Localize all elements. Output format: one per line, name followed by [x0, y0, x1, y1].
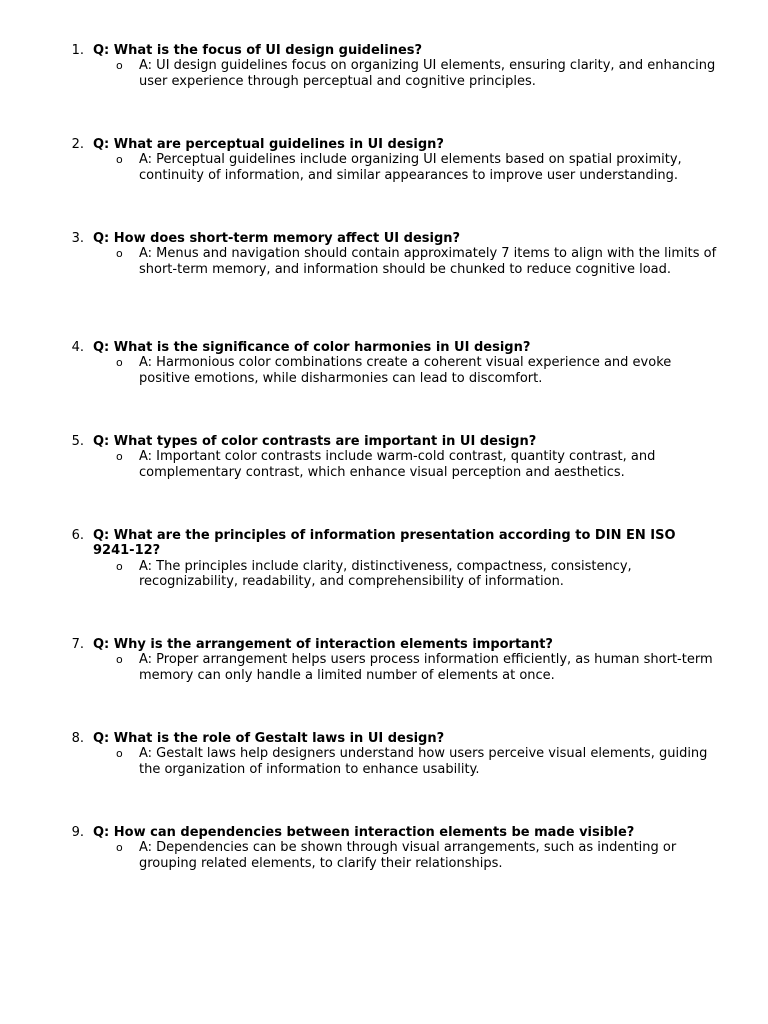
question-text: Q: How does short-term memory affect UI design?	[93, 231, 461, 246]
bullet-icon: o	[116, 59, 123, 73]
answer-text: A: Dependencies can be shown through visual arrangements, such as indenting or grouping related elements, to clarify their relationships.	[139, 840, 677, 871]
answer-row	[116, 355, 718, 386]
answer-row	[116, 58, 718, 89]
item-number: 8.	[71, 731, 84, 746]
bullet-icon: o	[116, 747, 123, 761]
answer-text: A: UI design guidelines focus on organizing UI elements, ensuring clarity, and enhancing user experience through perceptual and cognitive principles.	[139, 58, 716, 89]
answer-text: A: Proper arrangement helps users process information efficiently, as human short-term memory can only handle a limited number of elements at once.	[139, 652, 713, 683]
answer-text: A: Important color contrasts include warm-cold contrast, quantity contrast, and complementary contrast, which enhance visual perception and aesthetics.	[139, 449, 656, 480]
answer-text: A: Harmonious color combinations create a coherent visual experience and evoke positive emotions, while disharmonies can lead to discomfort.	[139, 355, 672, 386]
qa-item	[0, 43, 768, 89]
question-text: Q: Why is the arrangement of interaction elements important?	[93, 637, 553, 652]
answer-row	[116, 746, 718, 777]
item-number: 3.	[71, 231, 84, 246]
bullet-icon: o	[116, 559, 123, 573]
question-text: Q: What are the principles of information presentation according to DIN EN ISO 9241-12?	[93, 528, 676, 559]
item-number: 2.	[71, 137, 84, 152]
answer-row	[116, 558, 718, 590]
qa-item	[0, 825, 768, 871]
answer-row	[116, 246, 718, 277]
item-number: 5.	[71, 434, 84, 449]
answer-text: A: The principles include clarity, distinctiveness, compactness, consistency, recognizability, readability, and comprehensibility of information.	[139, 558, 632, 590]
question-text: Q: What types of color contrasts are important in UI design?	[93, 434, 537, 449]
answer-text: A: Perceptual guidelines include organizing UI elements based on spatial proximity, continuity of information, and similar appearances to improve user understanding.	[139, 152, 682, 183]
bullet-icon: o	[116, 841, 123, 855]
bullet-icon: o	[116, 247, 123, 261]
answer-row	[116, 152, 718, 183]
qa-item	[0, 137, 768, 183]
answer-row	[116, 652, 718, 683]
qa-item	[0, 731, 768, 777]
bullet-icon: o	[116, 653, 123, 667]
bullet-icon: o	[116, 153, 123, 167]
qa-item	[0, 340, 768, 386]
question-text: Q: What is the focus of UI design guidelines?	[93, 43, 423, 58]
item-number: 6.	[71, 528, 84, 543]
item-number: 7.	[71, 637, 84, 652]
qa-item	[0, 637, 768, 683]
answer-row	[116, 840, 718, 871]
answer-text: A: Gestalt laws help designers understand how users perceive visual elements, guiding the organization of information to enhance usability.	[139, 746, 708, 777]
qa-item	[0, 434, 768, 480]
question-text: Q: What is the role of Gestalt laws in UI design?	[93, 731, 445, 746]
answer-text: A: Menus and navigation should contain approximately 7 items to align with the limits of short-term memory, and information should be chunked to reduce cognitive load.	[139, 246, 717, 277]
bullet-icon: o	[116, 356, 123, 370]
item-number: 1.	[71, 43, 84, 58]
item-number: 9.	[71, 825, 84, 840]
qa-item	[0, 231, 768, 277]
question-text: Q: What is the significance of color harmonies in UI design?	[93, 340, 531, 355]
question-text: Q: What are perceptual guidelines in UI design?	[93, 137, 444, 152]
qa-item	[0, 528, 768, 590]
question-text: Q: How can dependencies between interaction elements be made visible?	[93, 825, 635, 840]
bullet-icon: o	[116, 450, 123, 464]
item-number: 4.	[71, 340, 84, 355]
answer-row	[116, 449, 718, 480]
